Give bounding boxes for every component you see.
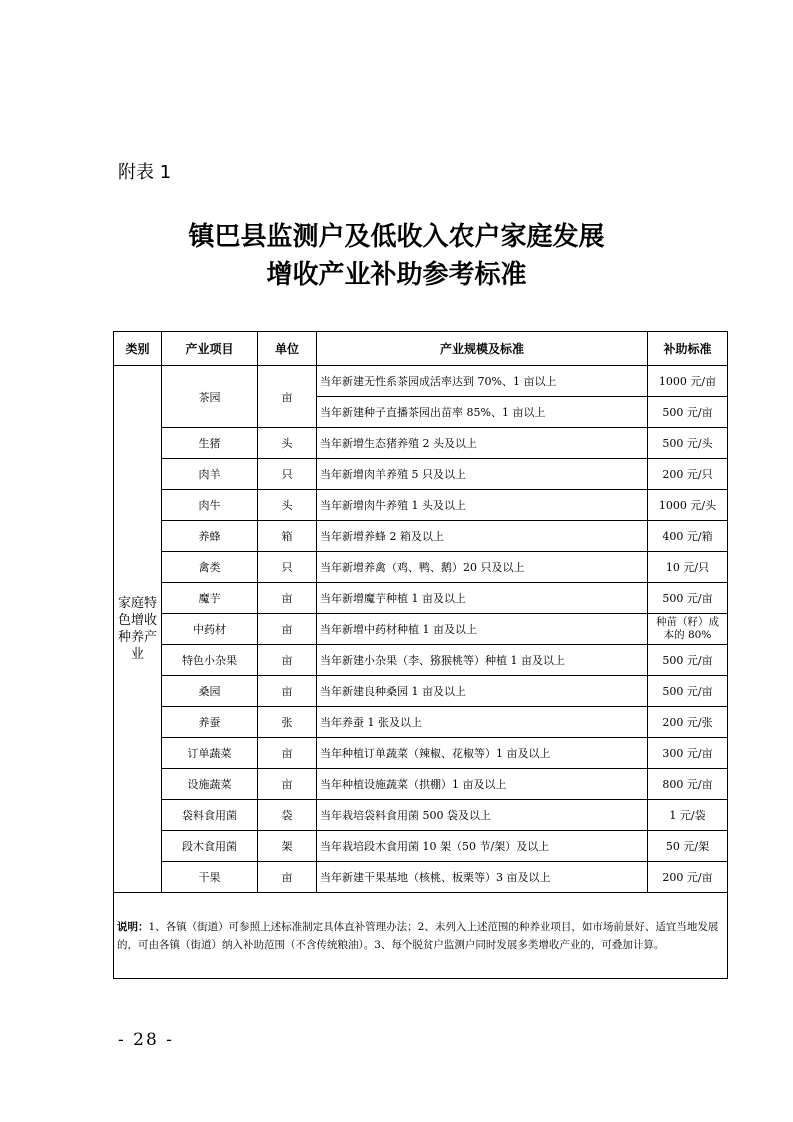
table-row	[114, 583, 728, 614]
item-cell: 段木食用菌	[162, 831, 258, 862]
note-label: 说明：	[117, 920, 149, 933]
subsidy-cell: 500 元/亩	[648, 645, 728, 676]
item-cell: 魔芋	[162, 583, 258, 614]
item-cell: 中药材	[162, 614, 258, 645]
unit-cell: 头	[258, 428, 317, 459]
unit-cell: 亩	[258, 645, 317, 676]
standard-cell: 当年栽培段木食用菌 10 架（50 节/架）及以上	[317, 831, 648, 862]
subsidy-cell: 50 元/架	[648, 831, 728, 862]
subsidy-cell: 200 元/只	[648, 459, 728, 490]
standard-cell: 当年新增养蜂 2 箱及以上	[317, 521, 648, 552]
subsidy-cell: 500 元/亩	[648, 676, 728, 707]
header-standard: 产业规模及标准	[317, 332, 648, 366]
unit-cell: 只	[258, 552, 317, 583]
item-cell: 禽类	[162, 552, 258, 583]
subsidy-cell: 500 元/亩	[648, 583, 728, 614]
item-cell: 肉牛	[162, 490, 258, 521]
standard-cell: 当年新建小杂果（李、猕猴桃等）种植 1 亩及以上	[317, 645, 648, 676]
table-row	[114, 428, 728, 459]
item-cell: 特色小杂果	[162, 645, 258, 676]
subsidy-cell: 500 元/头	[648, 428, 728, 459]
title-line-2: 增收产业补助参考标准	[266, 260, 527, 290]
unit-cell: 亩	[258, 583, 317, 614]
table-row	[114, 676, 728, 707]
table-row	[114, 800, 728, 831]
header-subsidy: 补助标准	[648, 332, 728, 366]
subsidy-cell: 200 元/亩	[648, 862, 728, 893]
unit-cell: 亩	[258, 738, 317, 769]
unit-cell: 亩	[258, 862, 317, 893]
header-item: 产业项目	[162, 332, 258, 366]
table-row	[114, 614, 728, 645]
annex-label: 附表 1	[118, 162, 172, 183]
subsidy-cell: 种苗（籽）成本的 80%	[648, 614, 728, 645]
subsidy-cell: 1000 元/亩	[648, 366, 728, 397]
item-cell: 养蚕	[162, 707, 258, 738]
note-text: 1、各镇（街道）可参照上述标准制定具体直补管理办法；2、未列入上述范围的种养业项目，如市场前景好、适宜当地发展的，可由各镇（街道）纳入补助范围（不含传统粮油）。3、每个脱贫户监测户同时发展多类增收产业的，可叠加计算。	[117, 920, 719, 951]
title-line-1: 镇巴县监测户及低收入农户家庭发展	[188, 222, 605, 252]
table-row	[114, 645, 728, 676]
subsidy-cell: 10 元/只	[648, 552, 728, 583]
standard-cell: 当年栽培袋料食用菌 500 袋及以上	[317, 800, 648, 831]
unit-cell: 亩	[258, 614, 317, 645]
table-header-row	[114, 332, 728, 366]
table-row	[114, 862, 728, 893]
standard-cell: 当年新增养禽（鸡、鸭、鹅）20 只及以上	[317, 552, 648, 583]
table-row	[114, 366, 728, 397]
standard-cell: 当年新建无性系茶园成活率达到 70%、1 亩以上	[317, 366, 648, 397]
item-cell: 设施蔬菜	[162, 769, 258, 800]
unit-cell: 张	[258, 707, 317, 738]
table-row	[114, 831, 728, 862]
item-cell: 茶园	[162, 366, 258, 428]
subsidy-cell: 1 元/袋	[648, 800, 728, 831]
item-cell: 桑园	[162, 676, 258, 707]
standard-cell: 当年新建良种桑园 1 亩及以上	[317, 676, 648, 707]
subsidy-cell: 300 元/亩	[648, 738, 728, 769]
standard-cell: 当年新增生态猪养殖 2 头及以上	[317, 428, 648, 459]
item-cell: 袋料食用菌	[162, 800, 258, 831]
subsidy-cell: 1000 元/头	[648, 490, 728, 521]
unit-cell: 箱	[258, 521, 317, 552]
header-category: 类别	[114, 332, 162, 366]
item-cell: 干果	[162, 862, 258, 893]
standard-cell: 当年新建干果基地（核桃、板栗等）3 亩及以上	[317, 862, 648, 893]
unit-cell: 亩	[258, 676, 317, 707]
subsidy-cell: 400 元/箱	[648, 521, 728, 552]
subsidy-table	[113, 331, 728, 979]
item-cell: 肉羊	[162, 459, 258, 490]
note-cell	[114, 893, 728, 979]
standard-cell: 当年种植设施蔬菜（拱棚）1 亩及以上	[317, 769, 648, 800]
unit-cell: 头	[258, 490, 317, 521]
table-row	[114, 769, 728, 800]
category-cell: 家庭特色增收种养产业	[114, 366, 162, 893]
standard-cell: 当年新增肉羊养殖 5 只及以上	[317, 459, 648, 490]
unit-cell: 袋	[258, 800, 317, 831]
item-cell: 订单蔬菜	[162, 738, 258, 769]
standard-cell: 当年养蚕 1 张及以上	[317, 707, 648, 738]
header-unit: 单位	[258, 332, 317, 366]
unit-cell: 亩	[258, 769, 317, 800]
table-row	[114, 459, 728, 490]
standard-cell: 当年种植订单蔬菜（辣椒、花椒等）1 亩及以上	[317, 738, 648, 769]
standard-cell: 当年新增魔芋种植 1 亩及以上	[317, 583, 648, 614]
table-row	[114, 490, 728, 521]
table-row	[114, 521, 728, 552]
standard-cell: 当年新建种子直播茶园出苗率 85%、1 亩以上	[317, 397, 648, 428]
table-row	[114, 552, 728, 583]
subsidy-cell: 800 元/亩	[648, 769, 728, 800]
item-cell: 生猪	[162, 428, 258, 459]
standard-cell: 当年新增中药材种植 1 亩及以上	[317, 614, 648, 645]
subsidy-cell: 500 元/亩	[648, 397, 728, 428]
unit-cell: 架	[258, 831, 317, 862]
note-row	[114, 893, 728, 979]
page-number: - 28 -	[118, 1030, 174, 1050]
unit-cell: 亩	[258, 366, 317, 428]
table-row	[114, 738, 728, 769]
item-cell: 养蜂	[162, 521, 258, 552]
unit-cell: 只	[258, 459, 317, 490]
standard-cell: 当年新增肉牛养殖 1 头及以上	[317, 490, 648, 521]
subsidy-cell: 200 元/张	[648, 707, 728, 738]
document-title	[0, 218, 793, 294]
table-row	[114, 707, 728, 738]
